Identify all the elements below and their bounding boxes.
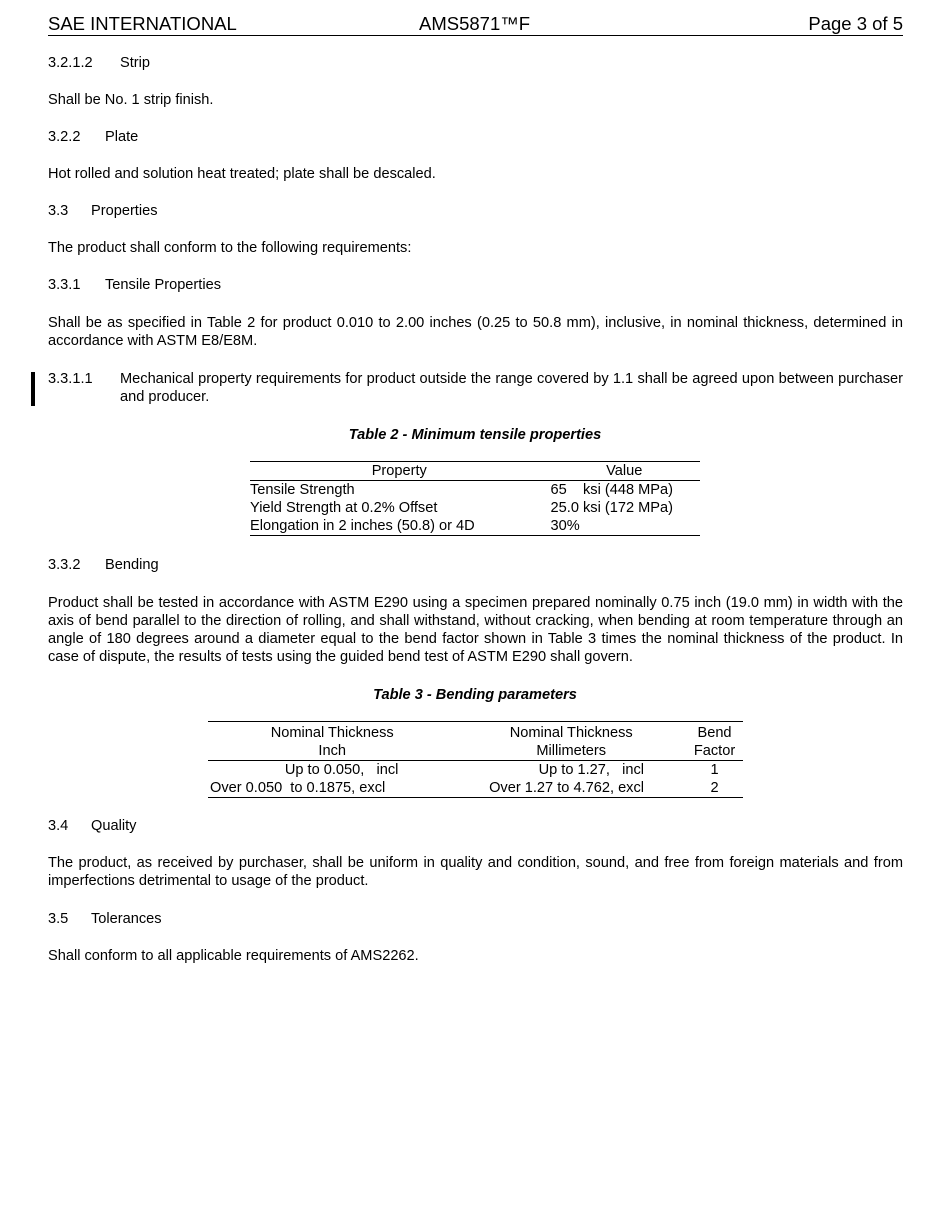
column-subheader-millimeters: Millimeters — [456, 742, 686, 761]
section-number-3-3-1-1: 3.3.1.1 — [48, 371, 93, 387]
table-cell: Tensile Strength — [250, 482, 355, 498]
table-row — [208, 779, 743, 798]
section-number: 3.2.2 — [48, 129, 81, 145]
section-title: Bending — [105, 557, 159, 573]
section-heading-3-2-2 — [48, 128, 138, 146]
section-title: Properties — [91, 203, 158, 219]
header-document-id: AMS5871™F — [419, 13, 531, 34]
table-header-row — [250, 462, 700, 481]
section-text-3-3: The product shall conform to the following requirements: — [48, 240, 412, 256]
column-header-thickness-mm: Nominal Thickness — [456, 722, 686, 743]
table-cell: 65 ksi (448 MPa) — [550, 482, 674, 498]
section-text-3-2-1-2: Shall be No. 1 strip finish. — [48, 92, 214, 108]
section-title: Quality — [91, 818, 137, 834]
section-number: 3.3 — [48, 203, 69, 219]
section-title: Strip — [120, 55, 151, 71]
table-cell: 2 — [686, 779, 743, 798]
section-heading-3-4 — [48, 817, 136, 835]
section-title: Tensile Properties — [105, 277, 221, 293]
section-text-3-3-1-1: Mechanical property requirements for product outside the range covered by 1.1 shall be agreed upon between purchaser and producer. — [120, 371, 903, 405]
header-page-number: Page 3 of 5 — [808, 13, 903, 34]
page-header — [48, 13, 903, 36]
table-3-bending-parameters — [208, 721, 743, 798]
table-2-tensile-properties — [250, 461, 700, 536]
revision-change-bar — [31, 372, 35, 406]
section-title: Tolerances — [91, 911, 162, 927]
section-heading-3-3-2 — [48, 556, 159, 574]
column-subheader-factor: Factor — [686, 742, 743, 761]
column-header-bend-factor: Bend — [686, 722, 743, 743]
section-text-3-5: Shall conform to all applicable requirements of AMS2262. — [48, 948, 419, 964]
section-number: 3.3.2 — [48, 557, 81, 573]
table-cell: 1 — [710, 762, 719, 778]
table-cell: Yield Strength at 0.2% Offset — [250, 500, 438, 516]
section-title: Plate — [105, 129, 139, 145]
table-cell: 30% — [549, 517, 700, 536]
section-text-3-4: The product, as received by purchaser, shall be uniform in quality and condition, sound, and free from foreign materials and from imperfections detrimental to usage of the product. — [48, 855, 903, 889]
column-subheader-inch: Inch — [208, 742, 456, 761]
table-2-caption: Table 2 - Minimum tensile properties — [348, 427, 602, 443]
section-number: 3.4 — [48, 818, 69, 834]
table-row — [208, 761, 743, 780]
column-header-value: Value — [549, 462, 700, 481]
table-cell: Up to 1.27, incl — [538, 762, 645, 778]
section-text-3-3-2: Product shall be tested in accordance with ASTM E290 using a specimen prepared nominally 0.75 inch (19.0 mm) in width with the axis of bend parallel to the direction of rolling, and shall withstand, without cracking, when bending at room temperature through an angle of 180 degrees around a diameter equal to the bend factor shown in Table 3 times the nominal thickness of the product. In case of dispute, the results of tests using the guided bend test of ASTM E290 shall govern. — [48, 595, 903, 665]
section-heading-3-3 — [48, 202, 158, 220]
table-header-row — [208, 722, 743, 743]
section-heading-3-2-1-2 — [48, 54, 150, 72]
table-header-row — [208, 742, 743, 761]
table-cell: Up to 0.050, incl — [284, 762, 399, 778]
column-header-thickness-inch: Nominal Thickness — [208, 722, 456, 743]
table-cell: Over 1.27 to 4.762, excl — [456, 779, 686, 798]
column-header-property: Property — [250, 462, 549, 481]
section-number: 3.5 — [48, 911, 69, 927]
section-text-3-2-2: Hot rolled and solution heat treated; plate shall be descaled. — [48, 166, 436, 182]
table-3-caption: Table 3 - Bending parameters — [373, 687, 577, 703]
table-cell: 25.0 ksi (172 MPa) — [550, 500, 674, 516]
table-cell: Elongation in 2 inches (50.8) or 4D — [250, 517, 549, 536]
section-heading-3-3-1 — [48, 276, 221, 294]
table-cell: Over 0.050 to 0.1875, excl — [208, 779, 456, 798]
header-organization: SAE INTERNATIONAL — [48, 13, 237, 34]
table-row — [250, 499, 700, 517]
section-text-3-3-1: Shall be as specified in Table 2 for product 0.010 to 2.00 inches (0.25 to 50.8 mm), inclusive, in nominal thickness, determined in accordance with ASTM E8/E8M. — [48, 315, 903, 349]
section-number: 3.2.1.2 — [48, 55, 93, 71]
table-row — [250, 517, 700, 536]
section-number: 3.3.1 — [48, 277, 81, 293]
table-row — [250, 481, 700, 500]
section-heading-3-5 — [48, 910, 162, 928]
